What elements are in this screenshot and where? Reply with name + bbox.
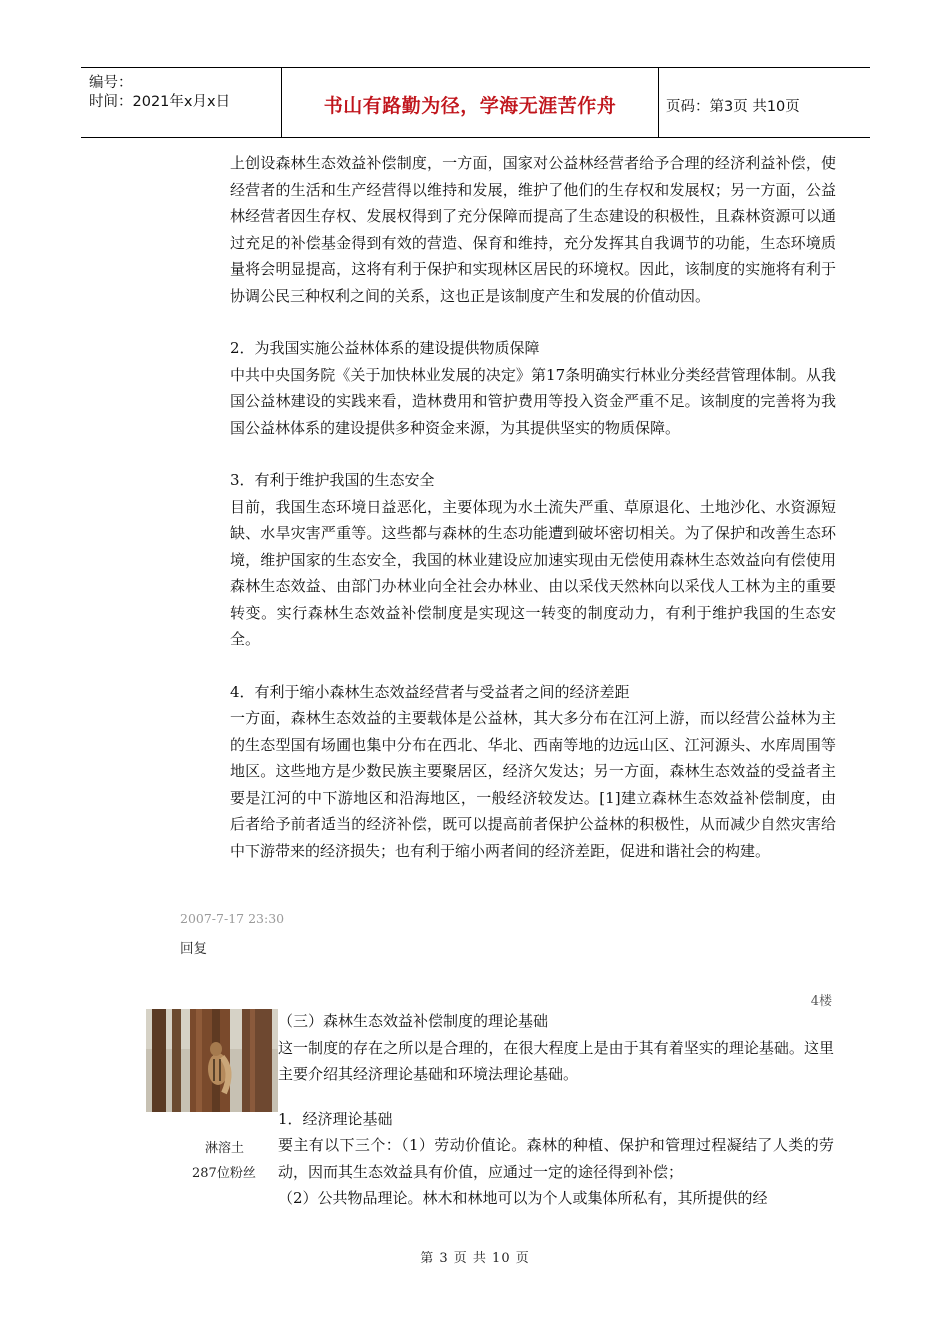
user-fans-count: 287位粉丝 bbox=[192, 1166, 256, 1181]
page-footer: 第 3 页 共 10 页 bbox=[420, 1251, 530, 1266]
paragraph: 中共中央国务院《关于加快林业发展的决定》第17条明确实行林业分类经营管理体制。从我国公益林建设的实践来看，造林费用和管护费用等投入资金严重不足。该制度的完善将为我国公益林体系的建设提供多种资金来源，为其提供坚实的物质保障。 bbox=[230, 365, 836, 437]
header-meta-cell bbox=[81, 68, 282, 137]
doc-number-label: 编号： bbox=[89, 75, 133, 91]
section-heading: （三）森林生态效益补偿制度的理论基础 bbox=[278, 1012, 549, 1030]
section-heading: 4．有利于缩小森林生态效益经营者与受益者之间的经济差距 bbox=[230, 682, 630, 701]
post-body bbox=[230, 150, 836, 864]
user-name[interactable]: 淋溶土 bbox=[205, 1141, 245, 1156]
post-body-2 bbox=[278, 1008, 834, 1212]
header-page-cell bbox=[659, 68, 870, 137]
paragraph: 这一制度的存在之所以是合理的，在很大程度上是由于其有着坚实的理论基础。这里主要介绍其经济理论基础和环境法理论基础。 bbox=[278, 1038, 834, 1083]
section-heading: 3．有利于维护我国的生态安全 bbox=[230, 471, 435, 489]
avatar-squirrel-image bbox=[146, 1009, 278, 1112]
floor-number: 4楼 bbox=[810, 994, 832, 1009]
paragraph: （2）公共物品理论。林木和林地可以为个人或集体所私有，其所提供的经 bbox=[278, 1189, 768, 1207]
header-motto-cell bbox=[282, 68, 659, 137]
paragraph: 一方面，森林生态效益的主要载体是公益林，其大多分布在江河上游，而以经营公益林为主的生态型国有场圃也集中分布在西北、华北、西南等地的边远山区、江河源头、水库周围等地区。这些地方是少数民族主要聚居区，经济欠发达；另一方面，森林生态效益的受益者主要是江河的中下游地区和沿海地区，一般经济较发达。[1]建立森林生态效益补偿制度，由后者给予前者适当的经济补偿，既可以提高前者保护公益林的积极性，从而减少自然灾害给中下游带来的经济损失；也有利于缩小两者间的经济差距，促进和谐社会的构建。 bbox=[230, 709, 836, 860]
section-heading: 1．经济理论基础 bbox=[278, 1109, 393, 1128]
header-page-info: 页码：第3页 共10页 bbox=[666, 99, 800, 115]
paragraph: 目前，我国生态环境日益恶化，主要体现为水土流失严重、草原退化、土地沙化、水资源短缺、水旱灾害严重等。这些都与森林的生态功能遭到破坏密切相关。为了保护和改善生态环境，维护国家的生态安全，我国的林业建设应加速实现由无偿使用森林生态效益向有偿使用森林生态效益、由部门办林业向全社会办林业、由以采伐天然林向以采伐人工林为主的重要转变。实行森林生态效益补偿制度是实现这一转变的制度动力，有利于维护我国的生态安全。 bbox=[230, 497, 836, 648]
paragraph: 上创设森林生态效益补偿制度，一方面，国家对公益林经营者给予合理的经济利益补偿，使经营者的生活和生产经营得以维持和发展，维护了他们的生存权和发展权；另一方面，公益林经营者因生存权、发展权得到了充分保障而提高了生态建设的积极性，且森林资源可以通过充足的补偿基金得到有效的营造、保育和维持，充分发挥其自我调节的功能，生态环境质量将会明显提高，这将有利于保护和实现林区居民的环境权。因此，该制度的实施将有利于协调公民三种权利之间的关系，这也正是该制度产生和发展的价值动因。 bbox=[230, 154, 836, 305]
document-header bbox=[81, 67, 870, 138]
section-heading: 2．为我国实施公益林体系的建设提供物质保障 bbox=[230, 339, 540, 357]
user-avatar[interactable] bbox=[146, 1009, 278, 1112]
doc-date-label: 时间：2021年x月x日 bbox=[89, 94, 231, 110]
post-timestamp: 2007-7-17 23:30 bbox=[180, 911, 285, 926]
paragraph: 要主有以下三个：（1）劳动价值论。森林的种植、保护和管理过程凝结了人类的劳动，因而其生态效益具有价值，应通过一定的途径得到补偿； bbox=[278, 1136, 834, 1181]
header-motto: 书山有路勤为径，学海无涯苦作舟 bbox=[323, 95, 617, 117]
reply-link[interactable]: 回复 bbox=[180, 941, 207, 957]
